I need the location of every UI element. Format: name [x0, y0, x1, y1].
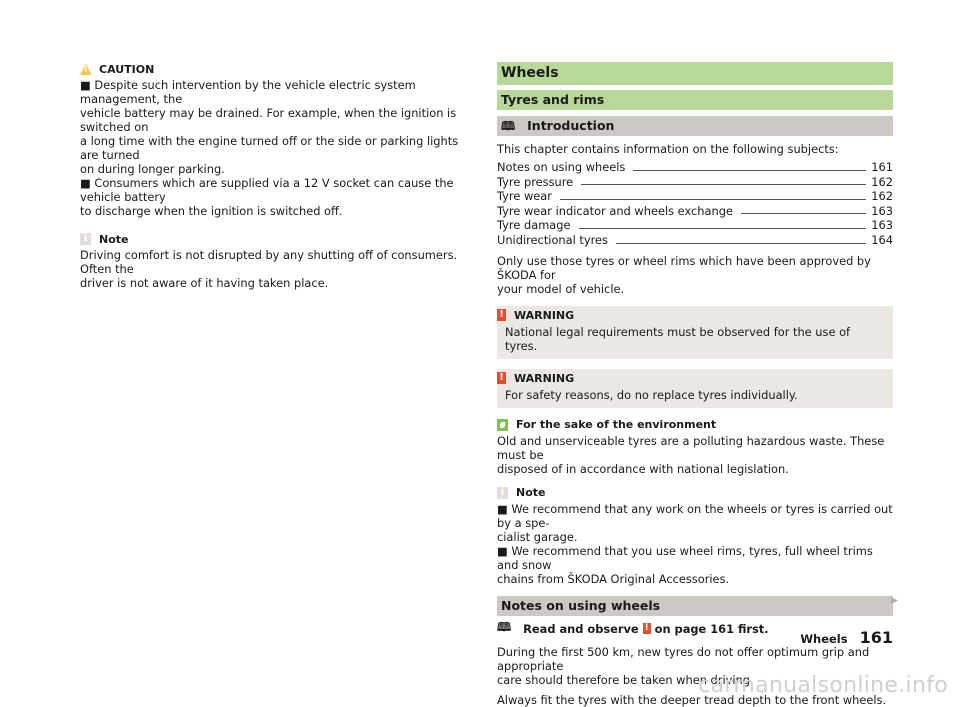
caution-line: a long time with the engine turned off or the side or parking lights are turned [80, 134, 459, 162]
toc-item[interactable] [497, 160, 893, 175]
note-header [497, 486, 893, 500]
toc-label: Tyre damage [497, 218, 571, 233]
intro-text: This chapter contains information on the following subjects: [497, 142, 839, 156]
caution-body [80, 78, 475, 218]
toc-page: 162 [871, 174, 893, 189]
warning-title: WARNING [514, 308, 575, 322]
warning-box [497, 369, 893, 408]
book-icon: 🕮 [501, 119, 516, 133]
environment-line: disposed of in accordance with national legislation. [497, 461, 789, 476]
toc-leader [579, 228, 867, 229]
note-header [80, 232, 475, 246]
footer-section: Wheels [800, 632, 848, 646]
environment-title: For the sake of the environment [516, 418, 717, 432]
caution-icon: ! [80, 64, 92, 75]
environment-header [497, 418, 893, 432]
read-observe-link[interactable]: on page 161 first. [654, 621, 769, 636]
continue-arrow-icon: ▶ [891, 596, 898, 606]
notes-section-bar [497, 596, 893, 616]
paragraph-line: During the first 500 km, new tyres do not offer optimum grip and appropriate [497, 644, 870, 673]
toc-item[interactable] [497, 175, 893, 190]
note-line: driver is not aware of it having taken place. [80, 276, 329, 290]
toc-page: 163 [871, 218, 893, 233]
page-footer [800, 628, 893, 647]
toc-label: Tyre wear indicator and wheels exchange [497, 203, 733, 218]
toc-leader [616, 243, 866, 244]
toc-leader [581, 184, 866, 185]
right-column [497, 62, 893, 707]
only-use-line: Only use those tyres or wheel rims which have been approved by ŠKODA for [497, 253, 871, 282]
toc-page: 161 [871, 160, 893, 174]
note-line: ■ We recommend that any work on the wheels or tyres is carried out by a spe- [497, 501, 893, 530]
section-title: Tyres and rims [497, 90, 893, 110]
caution-line: ■ Consumers which are supplied via a 12 V socket can cause the vehicle battery [80, 176, 454, 204]
paragraph-line: care should therefore be taken when driving. [497, 672, 754, 687]
left-column [80, 62, 475, 290]
note-line: Driving comfort is not disrupted by any shutting off of consumers. Often the [80, 248, 458, 276]
warning-header [497, 309, 885, 322]
note-line: cialist garage. [497, 529, 578, 544]
toc-label: Tyre pressure [497, 174, 574, 189]
info-icon: i [80, 233, 91, 245]
warning-icon: ! [497, 309, 506, 321]
toc-leader [560, 199, 866, 200]
warning-title: WARNING [514, 371, 575, 385]
chapter-title: Wheels [497, 62, 893, 85]
toc-label: Tyre wear [497, 189, 552, 204]
page-number: 161 [859, 628, 893, 647]
watermark: carmanualsonline.info [698, 673, 948, 698]
note-title: Note [99, 232, 129, 246]
warning-box [497, 306, 893, 359]
environment-line: Old and unserviceable tyres are a polluting hazardous waste. These must be [497, 433, 885, 462]
caution-line: vehicle battery may be drained. For example, when the ignition is switched on [80, 106, 457, 134]
toc-leader [633, 170, 866, 171]
only-use-line: your model of vehicle. [497, 281, 625, 296]
toc-label: Notes on using wheels [497, 160, 626, 174]
toc-page: 162 [871, 189, 893, 204]
warning-header [497, 372, 885, 385]
read-observe-text: Read and observe [523, 621, 639, 636]
warning-text: National legal requirements must be observed for the use of tyres. [505, 324, 851, 353]
caution-line: on during longer parking. [80, 162, 225, 176]
paragraph-line: Always fit the tyres with the deeper tread depth to the front wheels. [497, 692, 887, 707]
intro-title: Introduction [527, 118, 615, 133]
info-icon: i [497, 487, 508, 499]
subject-list [497, 160, 893, 248]
toc-page: 164 [871, 232, 893, 247]
toc-item[interactable] [497, 218, 893, 233]
notes-section-title: Notes on using wheels [501, 597, 661, 613]
leaf-icon [497, 419, 508, 431]
warning-text: For safety reasons, do no replace tyres individually. [505, 387, 798, 402]
caution-line: to discharge when the ignition is switched off. [80, 204, 343, 218]
book-icon: 🕮 [497, 620, 512, 635]
note-line: chains from ŠKODA Original Accessories. [497, 571, 730, 586]
toc-item[interactable] [497, 189, 893, 204]
note-line: ■ We recommend that you use wheel rims, tyres, full wheel trims and snow [497, 543, 873, 572]
note-title: Note [516, 486, 546, 500]
warning-icon: ! [497, 372, 506, 384]
intro-bar [497, 116, 893, 136]
toc-item[interactable] [497, 204, 893, 219]
toc-leader [741, 213, 866, 214]
caution-title: CAUTION [99, 62, 155, 76]
caution-line: ■ Despite such intervention by the vehicle electric system management, the [80, 78, 416, 106]
warning-icon: ! [644, 623, 649, 634]
caution-header [80, 62, 475, 76]
toc-page: 163 [871, 203, 893, 218]
toc-item[interactable] [497, 233, 893, 248]
toc-label: Unidirectional tyres [497, 232, 608, 247]
